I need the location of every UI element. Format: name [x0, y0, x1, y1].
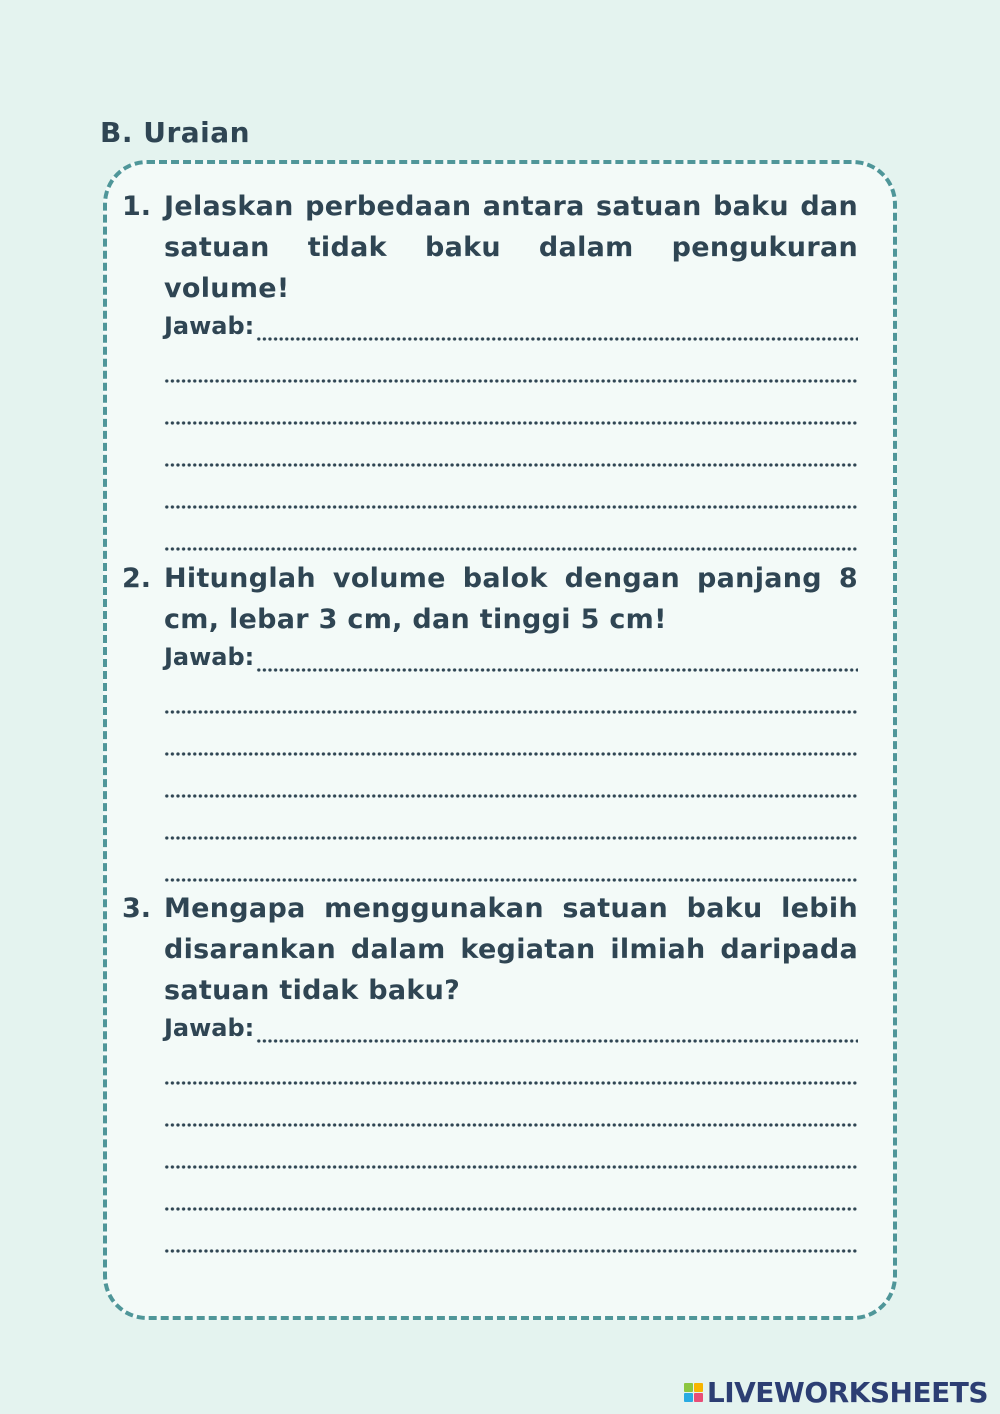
dotted-line: [164, 878, 858, 882]
answer-line[interactable]: [164, 351, 858, 393]
dotted-line: [164, 1207, 858, 1211]
question-text: Jelaskan perbedaan antara satuan baku dan satuan tidak baku dalam pengukuran volume!: [164, 191, 858, 304]
dotted-line: [164, 1249, 858, 1253]
answer-line[interactable]: [164, 1053, 858, 1095]
dotted-line: [256, 337, 858, 341]
question-1: [122, 186, 858, 561]
question-number: 1.: [122, 191, 152, 222]
answer-line[interactable]: [164, 1221, 858, 1263]
dotted-line: [164, 1165, 858, 1169]
dotted-line: [164, 547, 858, 551]
answer-line[interactable]: [164, 393, 858, 435]
answer-line[interactable]: [164, 1179, 858, 1221]
dotted-line: [164, 1123, 858, 1127]
answer-line[interactable]: [164, 724, 858, 766]
liveworksheets-logo-icon: [684, 1383, 703, 1402]
liveworksheets-logo: [684, 1376, 988, 1409]
dotted-line: [256, 668, 858, 672]
answer-line[interactable]: [164, 808, 858, 850]
answer-line[interactable]: [164, 435, 858, 477]
question-text: Mengapa menggunakan satuan baku lebih disarankan dalam kegiatan ilmiah daripada satuan tidak baku?: [164, 893, 858, 1006]
answer-label: Jawab:: [164, 312, 255, 340]
answer-line[interactable]: [164, 766, 858, 808]
answer-line[interactable]: [164, 850, 858, 892]
answer-line[interactable]: [164, 1011, 858, 1053]
logo-square: [694, 1383, 703, 1392]
question-number: 2.: [122, 563, 152, 594]
dotted-line: [164, 836, 858, 840]
dotted-line: [164, 794, 858, 798]
answer-line[interactable]: [164, 519, 858, 561]
logo-square: [684, 1383, 693, 1392]
answer-line[interactable]: [164, 309, 858, 351]
logo-text: LIVEWORKSHEETS: [706, 1376, 988, 1409]
dotted-line: [164, 752, 858, 756]
dotted-line: [164, 421, 858, 425]
question-2: [122, 558, 858, 892]
answer-label: Jawab:: [164, 1014, 255, 1042]
question-3: [122, 888, 858, 1263]
logo-square: [684, 1393, 693, 1402]
answer-line[interactable]: [164, 1137, 858, 1179]
logo-square: [694, 1393, 703, 1402]
answer-line[interactable]: [164, 477, 858, 519]
section-title: B. Uraian: [100, 116, 251, 149]
dotted-line: [164, 463, 858, 467]
question-text: Hitunglah volume balok dengan panjang 8 cm, lebar 3 cm, dan tinggi 5 cm!: [164, 563, 858, 635]
dotted-line: [164, 710, 858, 714]
answer-line[interactable]: [164, 682, 858, 724]
question-number: 3.: [122, 893, 152, 924]
dotted-line: [164, 1081, 858, 1085]
answer-label: Jawab:: [164, 643, 255, 671]
dotted-line: [164, 505, 858, 509]
answer-line[interactable]: [164, 640, 858, 682]
answer-line[interactable]: [164, 1095, 858, 1137]
dotted-line: [256, 1039, 858, 1043]
dotted-line: [164, 379, 858, 383]
